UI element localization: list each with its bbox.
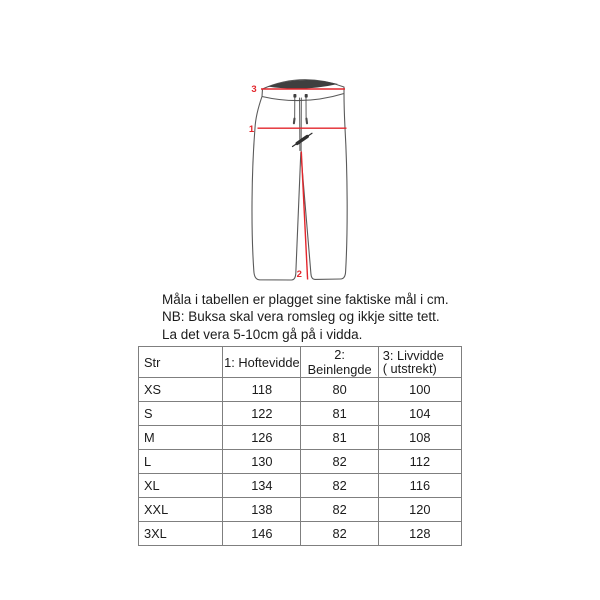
table-row-xl <box>139 474 462 498</box>
note-line-3: La det vera 5-10cm gå på i vidda. <box>162 326 363 342</box>
size-cell: 3XL <box>139 522 223 546</box>
table-row-xs <box>139 378 462 402</box>
size-cell: XXL <box>139 498 223 522</box>
table-row-3xl <box>139 522 462 546</box>
leg-cell: 81 <box>301 426 378 450</box>
waist-cell: 112 <box>378 450 461 474</box>
waist-cell: 120 <box>378 498 461 522</box>
size-cell: L <box>139 450 223 474</box>
col-header-waist <box>378 347 461 378</box>
hip-cell: 122 <box>223 402 301 426</box>
table-row-s <box>139 402 462 426</box>
leg-cell: 81 <box>301 402 378 426</box>
measure-label-hip: 1 <box>248 123 255 135</box>
size-cell: M <box>139 426 223 450</box>
hip-cell: 134 <box>223 474 301 498</box>
hip-cell: 146 <box>223 522 301 546</box>
size-cell: XL <box>139 474 223 498</box>
leg-cell: 80 <box>301 378 378 402</box>
hip-cell: 138 <box>223 498 301 522</box>
waist-cell: 116 <box>378 474 461 498</box>
size-cell: XS <box>139 378 223 402</box>
size-table <box>138 346 462 546</box>
leg-cell: 82 <box>301 522 378 546</box>
note-line-2: NB: Buksa skal vera romsleg og ikkje sitte tett. <box>162 309 440 325</box>
drawstring-knot <box>293 94 296 98</box>
measurement-notes <box>162 291 449 343</box>
measure-line-leg <box>301 152 307 280</box>
hip-cell: 130 <box>223 450 301 474</box>
size-table-header-row <box>139 347 462 378</box>
waist-cell: 128 <box>378 522 461 546</box>
leg-cell: 82 <box>301 474 378 498</box>
drawstring-aglet <box>294 119 295 124</box>
table-row-l <box>139 450 462 474</box>
col-header-waist-line1: 3: Livvidde <box>382 347 444 363</box>
leg-cell: 82 <box>301 498 378 522</box>
measure-label-leg: 2 <box>296 269 302 280</box>
note-line-1: Måla i tabellen er plagget sine faktiske mål i cm. <box>162 292 449 307</box>
col-header-hip: 1: Hoftevidde <box>223 347 301 378</box>
waist-opening-shadow <box>268 80 339 89</box>
hip-cell: 118 <box>223 378 301 402</box>
drawstring-knot <box>305 94 308 98</box>
waist-cell: 104 <box>378 402 461 426</box>
waist-cell: 100 <box>378 378 461 402</box>
drawstring-aglet <box>306 119 307 124</box>
col-header-waist-line2: ( utstrekt) <box>382 361 437 376</box>
leg-cell: 82 <box>301 450 378 474</box>
crotch-mark <box>297 137 307 144</box>
size-cell: S <box>139 402 223 426</box>
hip-cell: 126 <box>223 426 301 450</box>
waist-cell: 108 <box>378 426 461 450</box>
pants-diagram <box>240 55 375 295</box>
table-row-xxl <box>139 498 462 522</box>
table-row-m <box>139 426 462 450</box>
col-header-size: Str <box>139 347 223 378</box>
measure-label-waist: 3 <box>251 84 257 95</box>
col-header-leg: 2: Beinlengde <box>301 347 378 378</box>
